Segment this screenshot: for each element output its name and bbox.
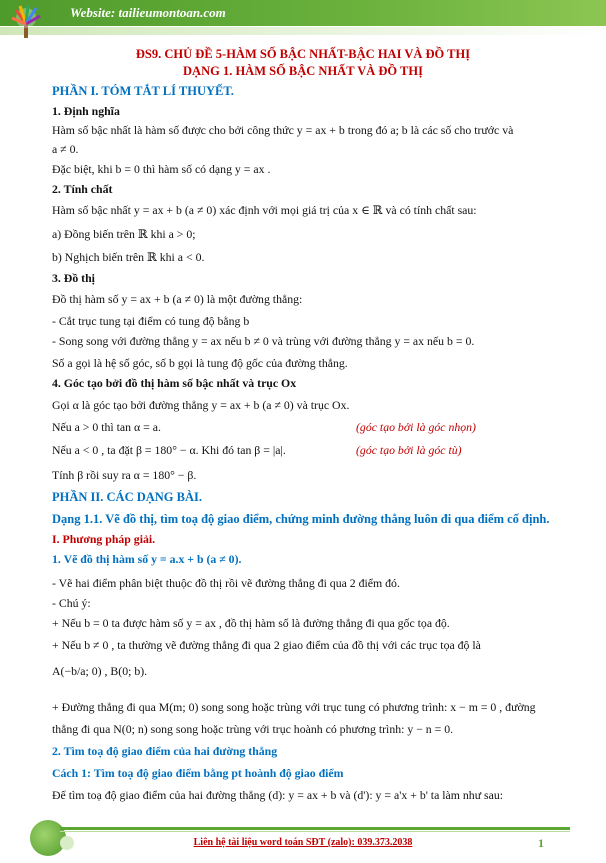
text-line: Gọi α là góc tạo bởi đường thẳng y = ax + b (a ≠ 0) và trục Ox. [52,398,350,412]
text-line: + Nếu b ≠ 0 , ta thường vẽ đường thẳng đi qua 2 giao điểm của đồ thị với các trục tọa độ là [52,638,481,652]
text-line: Nếu a < 0 , ta đặt β = 180° − α. Khi đó tan β = |a|. [52,443,286,457]
subheading-method1: Cách 1: Tìm toạ độ giao điểm bằng pt hoành độ giao điểm [52,766,344,780]
text-line: Số a gọi là hệ số góc, số b gọi là tung độ gốc của đường thẳng. [52,356,348,370]
header-bar [0,0,606,40]
text-line: - Song song với đường thẳng y = ax nếu b ≠ 0 và trùng với đường thẳng y = ax nếu b = 0. [52,334,475,348]
section-heading-1: PHẦN I. TÓM TẮT LÍ THUYẾT. [52,84,234,98]
page-number: 1 [538,836,544,850]
subheading-properties: 2. Tính chất [52,182,113,196]
footer-divider-thin [60,831,570,832]
text-line: Hàm số bậc nhất là hàm số được cho bởi công thức y = ax + b trong đó a; b là các số cho trước và [52,123,514,137]
text-line: + Đường thẳng đi qua M(m; 0) song song hoặc trùng với trục tung có phương trình: x − m = 0 , đường [52,700,536,714]
note-acute-angle: (góc tạo bởi là góc nhọn) [356,420,476,434]
subheading-definition: 1. Định nghĩa [52,104,120,118]
method-heading: I. Phương pháp giải. [52,532,156,546]
text-line: + Nếu b = 0 ta được hàm số y = ax , đồ thị hàm số là đường thẳng đi qua gốc tọa độ. [52,616,450,630]
note-obtuse-angle: (góc tạo bởi là góc tù) [356,443,462,457]
text-line: Để tìm toạ độ giao điểm của hai đường thẳng (d): y = ax + b và (d'): y = a'x + b' ta làm như sau: [52,788,504,802]
footer-divider [60,827,570,830]
subheading-graph: 3. Đồ thị [52,271,95,285]
text-line: - Vẽ hai điểm phân biệt thuộc đồ thị rồi vẽ đường thẳng đi qua 2 điểm đó. [52,576,400,590]
form-heading: Dạng 1.1. Vẽ đồ thị, tìm toạ độ giao điểm, chứng minh đường thẳng luôn đi qua điểm cố định. [52,512,550,526]
text-line: - Chú ý: [52,596,91,610]
doc-title-line2: DẠNG 1. HÀM SỐ BẬC NHẤT VÀ ĐỒ THỊ [183,64,423,78]
subheading-intersection: 2. Tìm toạ độ giao điểm của hai đường thẳng [52,744,278,758]
text-line: a) Đồng biến trên ℝ khi a > 0; [52,227,196,241]
text-line: thẳng đi qua N(0; n) song song hoặc trùng với trục hoành có phương trình: y − n = 0. [52,722,454,736]
doc-title-line1: ĐS9. CHỦ ĐỀ 5-HÀM SỐ BẬC NHẤT-BẬC HAI VÀ ĐỒ THỊ [135,47,471,61]
text-line: Hàm số bậc nhất y = ax + b (a ≠ 0) xác định với mọi giá trị của x ∈ ℝ và có tính chất sau: [52,203,477,217]
subheading-draw: 1. Vẽ đồ thị hàm số y = a.x + b (a ≠ 0). [52,552,242,566]
text-line: - Cắt trục tung tại điểm có tung độ bằng b [52,314,250,328]
footer-contact: Liên hệ tài liệu word toán SĐT (zalo): 039.373.2038 [193,837,413,848]
text-line: Đặc biệt, khi b = 0 thì hàm số có dạng y = ax . [52,162,271,176]
text-line: Nếu a > 0 thì tan α = a. [52,420,161,434]
subheading-angle: 4. Góc tạo bởi đồ thị hàm số bậc nhất và trục Ox [52,376,297,390]
tree-logo-icon [6,2,46,42]
text-line: Đồ thị hàm số y = ax + b (a ≠ 0) là một đường thẳng: [52,292,303,306]
section-heading-2: PHẦN II. CÁC DẠNG BÀI. [52,490,203,504]
text-line: A(−b/a; 0) , B(0; b). [52,664,148,678]
header-divider [0,26,606,35]
text-line: Tính β rồi suy ra α = 180° − β. [52,468,197,482]
text-line: a ≠ 0. [52,142,79,156]
text-line: b) Nghịch biến trên ℝ khi a < 0. [52,250,205,264]
website-label: Website: tailieumontoan.com [70,5,226,20]
